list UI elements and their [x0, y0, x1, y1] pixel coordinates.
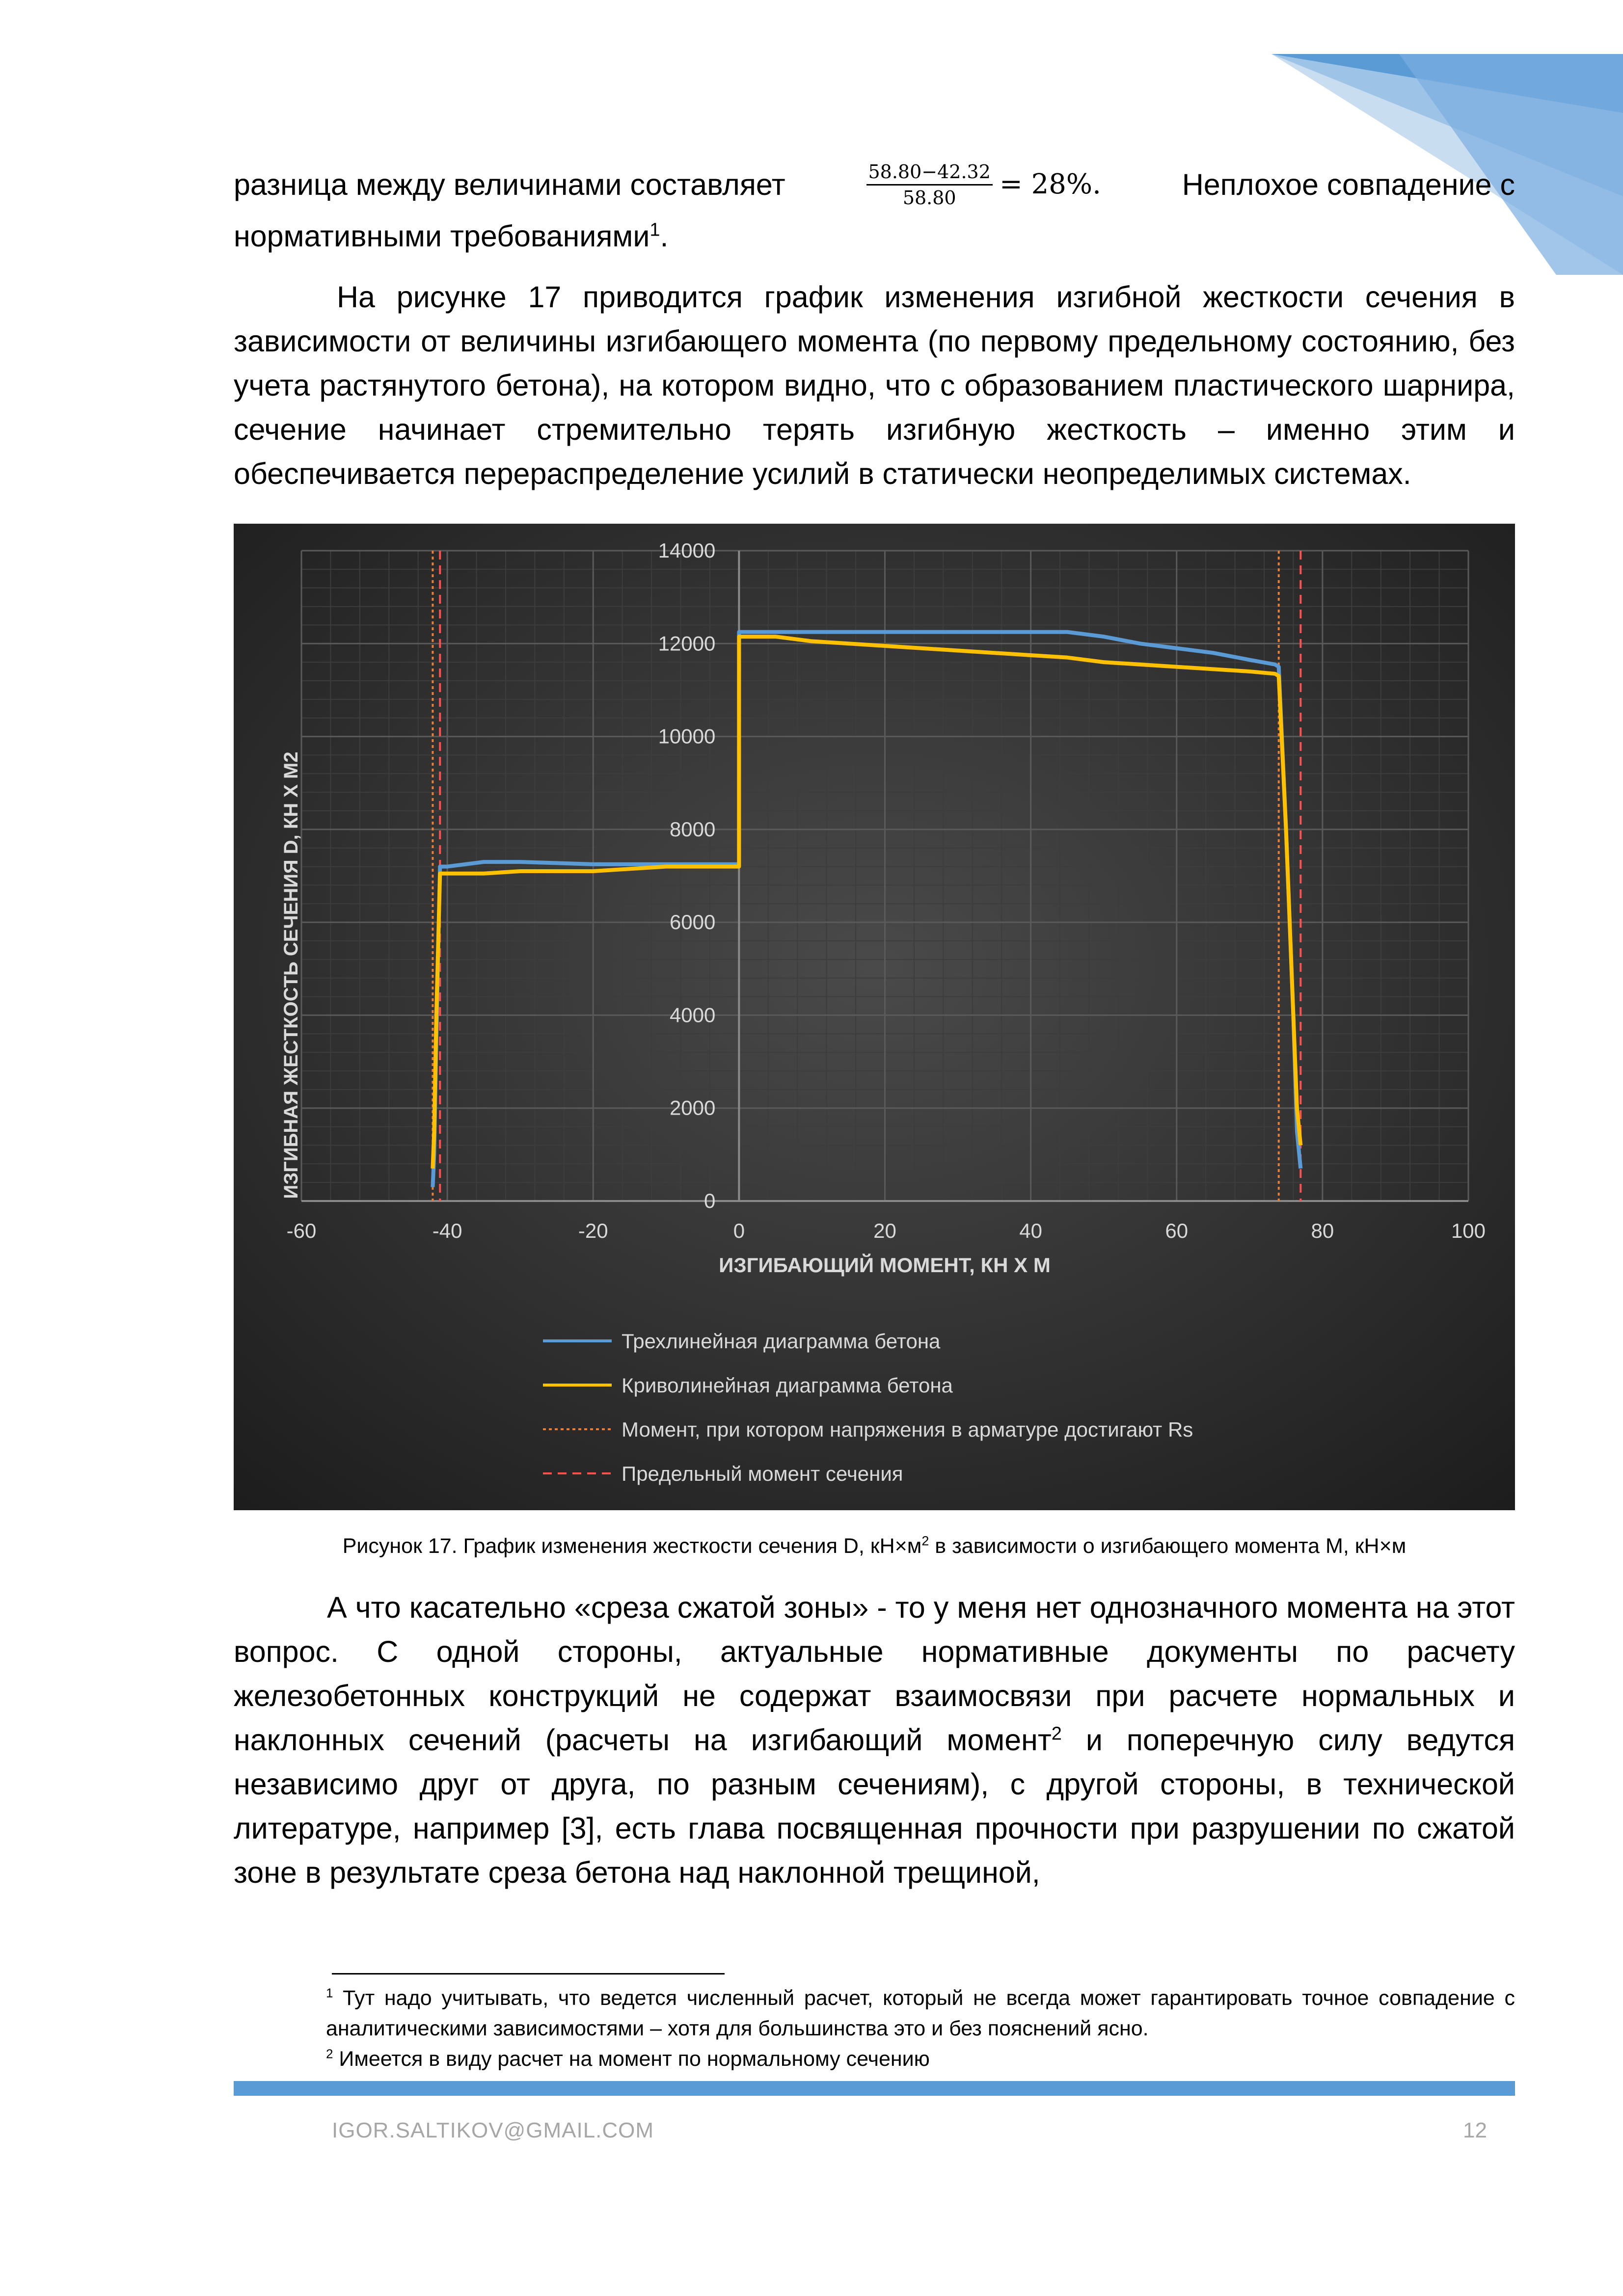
page-number: 12 [1463, 2118, 1487, 2142]
y-axis-label: ИЗГИБНАЯ ЖЕСТКОСТЬ СЕЧЕНИЯ D, КН Х М2 [280, 751, 302, 1199]
caption-sup: 2 [921, 1533, 929, 1548]
footnote-1-num: 1 [326, 1985, 333, 2001]
footer-bar [234, 2081, 1515, 2096]
footnote-2 [234, 2044, 1515, 2074]
x-axis-label: ИЗГИБАЮЩИЙ МОМЕНТ, КН Х М [719, 1254, 1051, 1277]
caption-text-after: в зависимости о изгибающего момента М, кН×м [929, 1534, 1407, 1558]
footnote-1 [234, 1983, 1515, 2044]
fraction-denominator: 58.80 [902, 187, 956, 209]
y-tick-label: 14000 [658, 539, 716, 562]
y-tick-label: 8000 [669, 817, 716, 841]
fraction-result: = 28%. [999, 168, 1101, 200]
paragraph-1 [234, 155, 1515, 258]
footnote-ref-1[interactable]: 1 [649, 219, 660, 240]
footnote-separator [332, 1973, 725, 1975]
x-tick-label: 20 [873, 1219, 896, 1242]
y-tick-label: 10000 [658, 724, 716, 748]
footnote-1-text: Тут надо учитывать, что ведется численный расчет, который не всегда может гарантировать точное совпадение с аналитическими зависимостями – хотя для большинства это и без пояснений ясно. [326, 1986, 1515, 2040]
fraction [866, 160, 993, 210]
x-tick-label: 0 [733, 1219, 745, 1242]
x-tick-label: -60 [286, 1219, 317, 1242]
figure-caption [234, 1531, 1515, 1561]
x-tick-label: -20 [578, 1219, 608, 1242]
footnote-ref-2[interactable]: 2 [1051, 1723, 1062, 1744]
legend-label: Момент, при котором напряжения в арматуре достигают Rs [622, 1418, 1193, 1441]
footnote-2-num: 2 [326, 2046, 333, 2061]
legend-label: Трехлинейная диаграмма бетона [622, 1330, 941, 1353]
paragraph-3 [234, 1585, 1515, 1895]
caption-text: Рисунок 17. График изменения жесткости сечения D, кН×м [342, 1534, 922, 1558]
p3-part2: и поперечную силу ведутся независимо друг от друга, по разным сечениям), с другой стороны, в технической литературе, например [3], есть глава посвященная прочности при разрушении по сжатой зоне в результате среза бетона над наклонной трещиной, [234, 1723, 1515, 1889]
p1-line1-right: Неплохое совпадение с [1182, 168, 1515, 201]
x-tick-label: -40 [432, 1219, 462, 1242]
x-tick-label: 100 [1451, 1219, 1486, 1242]
x-tick-label: 60 [1165, 1219, 1189, 1242]
x-tick-label: 80 [1311, 1219, 1334, 1242]
y-tick-label: 4000 [669, 1003, 716, 1027]
stiffness-chart [234, 524, 1515, 1510]
y-tick-label: 2000 [669, 1096, 716, 1120]
p1-line2: нормативными требованиями [234, 219, 650, 253]
fraction-numerator: 58.80−42.32 [866, 160, 993, 186]
p1-line2-end: . [660, 219, 669, 253]
x-tick-label: 40 [1019, 1219, 1042, 1242]
paragraph-2: На рисунке 17 приводится график изменения изгибной жесткости сечения в зависимости от величины изгибающего момента (по первому предельному состоянию, без учета растянутого бетона), на котором видно, что с образованием пластического шарнира, сечение начинает стремительно терять изгибную жесткость – именно этим и обеспечивается перераспределение усилий в статически неопределимых системах. [234, 280, 1515, 490]
footnote-2-text: Имеется в виду расчет на момент по нормальному сечению [333, 2047, 930, 2071]
p1-line1-left: разница между величинами составляет [234, 168, 785, 201]
legend-label: Предельный момент сечения [622, 1462, 903, 1485]
y-tick-label: 6000 [669, 910, 716, 934]
legend-label: Криволинейная диаграмма бетона [622, 1374, 953, 1397]
footer-email[interactable]: IGOR.SALTIKOV@GMAIL.COM [332, 2118, 654, 2142]
y-tick-label: 0 [704, 1189, 716, 1212]
p3-part1: А что касательно «среза сжатой зоны» - то у меня нет однозначного момента на этот вопрос. С одной стороны, актуальные нормативные документы по расчету железобетонных конструкций не содержат взаимосвязи при расчете нормальных и наклонных сечений (расчеты на изгибающий момент [234, 1591, 1515, 1757]
figure-17 [234, 524, 1515, 1510]
y-tick-label: 12000 [658, 632, 716, 655]
footnotes [234, 1983, 1515, 2074]
